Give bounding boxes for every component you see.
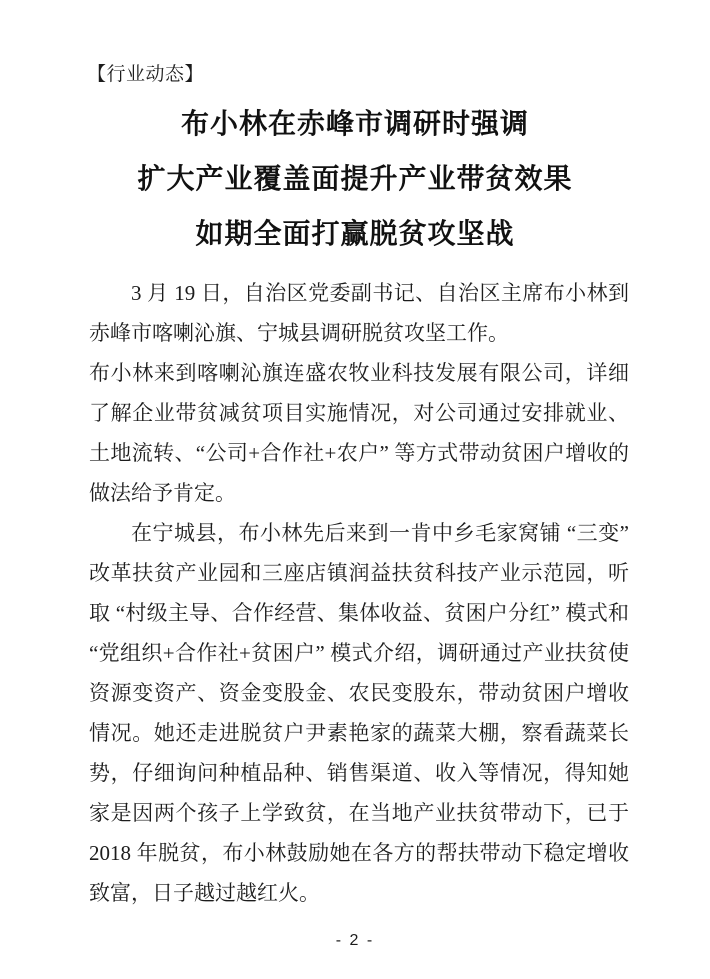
body-paragraph: 在宁城县，布小林先后来到一肯中乡毛家窝铺 “三变” 改革扶贫产业园和三座店镇润益扶贫科技产业示范园，听取 “村级主导、合作经营、集体收益、贫困户分红” 模式和 “党组织+合作社+贫困户” 模式介绍，调研通过产业扶贫使资源变资产、资金变股金、农民变股东，带动贫困户增收情况。她还走进脱贫户尹素艳家的蔬菜大棚，察看蔬菜长势，仔细询问种植品种、销售渠道、收入等情况，得知她家是因两个孩子上学致贫，在当地产业扶贫带动下，已于 2018 年脱贫，布小林鼓励她在各方的帮扶带动下稳定增收致富，日子越过越红火。 — [89, 521, 629, 905]
title-line-1: 布小林在赤峰市调研时强调 — [180, 109, 529, 140]
body-paragraph: 布小林来到喀喇沁旗连盛农牧业科技发展有限公司，详细了解企业带贫减贫项目实施情况，对公司通过安排就业、土地流转、“公司+合作社+农户” 等方式带动贫困户增收的做法给予肯定。 — [89, 361, 629, 505]
document-title — [0, 97, 710, 262]
document-body — [89, 273, 629, 913]
title-line-2: 扩大产业覆盖面提升产业带贫效果 — [137, 164, 573, 195]
page-number: - 2 - — [335, 932, 375, 949]
body-paragraph: 3 月 19 日，自治区党委副书记、自治区主席布小林到赤峰市喀喇沁旗、宁城县调研脱贫攻坚工作。 — [89, 281, 629, 345]
title-line-3: 如期全面打赢脱贫攻坚战 — [195, 219, 515, 250]
section-tag: 【行业动态】 — [87, 64, 205, 85]
